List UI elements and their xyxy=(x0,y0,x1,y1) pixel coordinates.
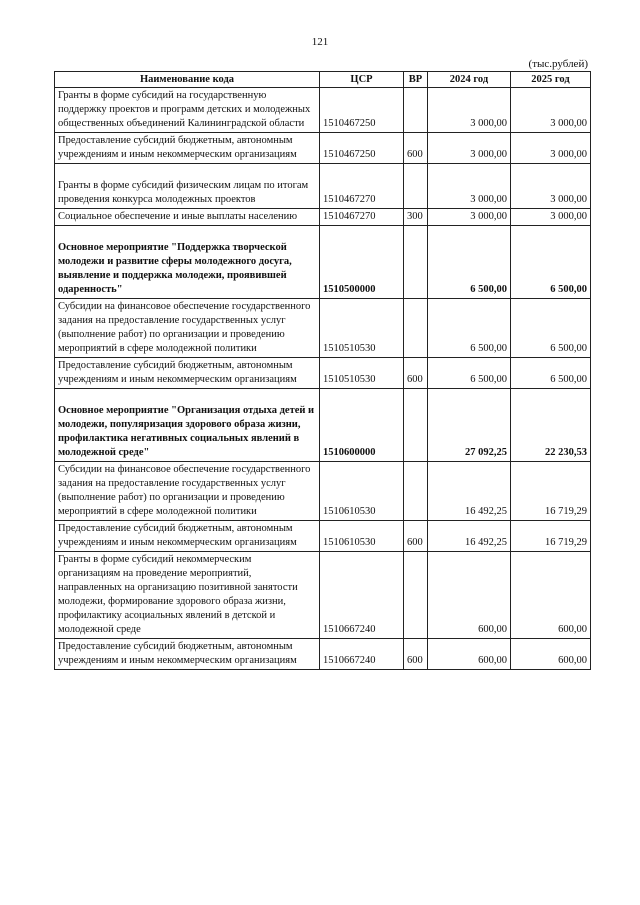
row-name xyxy=(55,552,320,639)
row-csr xyxy=(320,552,404,639)
row-2025 xyxy=(511,358,591,389)
row-2024-text: 16 492,25 xyxy=(465,506,507,517)
table-row xyxy=(55,358,591,389)
row-vr xyxy=(404,639,428,670)
row-vr xyxy=(404,552,428,639)
row-2025 xyxy=(511,133,591,164)
row-csr xyxy=(320,358,404,389)
budget-table xyxy=(54,71,591,670)
row-2024-text: 6 500,00 xyxy=(470,284,507,295)
row-csr xyxy=(320,209,404,226)
table-header-row xyxy=(55,72,591,88)
row-csr-text: 1510467250 xyxy=(323,149,376,160)
row-name xyxy=(55,358,320,389)
row-csr-text: 1510510530 xyxy=(323,343,376,354)
row-2024-text: 3 000,00 xyxy=(470,149,507,160)
row-2024 xyxy=(428,133,511,164)
row-vr xyxy=(404,521,428,552)
row-name xyxy=(55,639,320,670)
row-vr-text: 600 xyxy=(407,537,423,548)
units-label: (тыс.рублей) xyxy=(528,58,588,70)
row-2025 xyxy=(511,226,591,299)
table-row xyxy=(55,552,591,639)
row-name xyxy=(55,226,320,299)
row-name xyxy=(55,88,320,133)
table-row xyxy=(55,521,591,552)
row-csr-text: 1510610530 xyxy=(323,506,376,517)
row-2025-text: 6 500,00 xyxy=(550,374,587,385)
row-vr-text: 600 xyxy=(407,655,423,666)
row-name xyxy=(55,299,320,358)
row-2024 xyxy=(428,521,511,552)
row-vr xyxy=(404,358,428,389)
row-name xyxy=(55,389,320,462)
row-name-text: Предоставление субсидий бюджетным, автономным учреждениям и иным некоммерческим организациям xyxy=(58,135,297,160)
row-csr xyxy=(320,164,404,209)
row-name-text: Предоставление субсидий бюджетным, автономным учреждениям и иным некоммерческим организациям xyxy=(58,523,297,548)
row-2025-text: 3 000,00 xyxy=(550,118,587,129)
row-2025-text: 600,00 xyxy=(558,624,587,635)
row-csr xyxy=(320,639,404,670)
row-name-text: Гранты в форме субсидий физическим лицам по итогам проведения конкурса молодежных проектов xyxy=(58,180,309,205)
row-name xyxy=(55,209,320,226)
row-2024-text: 3 000,00 xyxy=(470,118,507,129)
row-vr xyxy=(404,226,428,299)
row-2024 xyxy=(428,462,511,521)
row-csr-text: 1510667240 xyxy=(323,655,376,666)
table-row xyxy=(55,639,591,670)
row-2025-text: 22 230,53 xyxy=(545,447,587,458)
row-2025 xyxy=(511,389,591,462)
row-2025 xyxy=(511,209,591,226)
row-csr-text: 1510467270 xyxy=(323,194,376,205)
header-vr: ВР xyxy=(404,72,428,88)
row-2025 xyxy=(511,164,591,209)
row-csr xyxy=(320,521,404,552)
table-row xyxy=(55,389,591,462)
row-2024 xyxy=(428,226,511,299)
row-csr xyxy=(320,462,404,521)
row-csr xyxy=(320,226,404,299)
row-name-text: Гранты в форме субсидий некоммерческим организациям на проведение мероприятий, направленных на организацию позитивной занятости молодежи, формирование здорового образа жизни, профилактику асоциальных явлений в детской и молодежной среде xyxy=(58,554,298,635)
row-2025-text: 6 500,00 xyxy=(550,343,587,354)
row-2024-text: 3 000,00 xyxy=(470,211,507,222)
row-2025-text: 600,00 xyxy=(558,655,587,666)
row-vr xyxy=(404,133,428,164)
row-2025 xyxy=(511,88,591,133)
row-2024-text: 6 500,00 xyxy=(470,374,507,385)
row-csr-text: 1510510530 xyxy=(323,374,376,385)
row-name xyxy=(55,164,320,209)
header-2024: 2024 год xyxy=(428,72,511,88)
header-name: Наименование кода xyxy=(55,72,320,88)
row-vr xyxy=(404,389,428,462)
row-name-text: Гранты в форме субсидий на государственную поддержку проектов и программ детских и молодежных общественных объединений Калининградской области xyxy=(58,90,311,129)
table-row xyxy=(55,133,591,164)
table-row xyxy=(55,164,591,209)
row-2024-text: 600,00 xyxy=(478,655,507,666)
table-row xyxy=(55,226,591,299)
table-row xyxy=(55,299,591,358)
row-name xyxy=(55,462,320,521)
row-name xyxy=(55,133,320,164)
row-2024-text: 3 000,00 xyxy=(470,194,507,205)
row-vr-text: 600 xyxy=(407,374,423,385)
row-2025 xyxy=(511,299,591,358)
row-2025 xyxy=(511,462,591,521)
table-row xyxy=(55,462,591,521)
row-csr-text: 1510467250 xyxy=(323,118,376,129)
row-csr-text: 1510610530 xyxy=(323,537,376,548)
row-vr xyxy=(404,209,428,226)
row-name-text: Предоставление субсидий бюджетным, автономным учреждениям и иным некоммерческим организациям xyxy=(58,360,297,385)
row-csr-text: 1510600000 xyxy=(323,447,376,458)
row-csr xyxy=(320,389,404,462)
row-name-text: Субсидии на финансовое обеспечение государственного задания на предоставление государственных услуг (выполнение работ) по организации и проведению мероприятий в сфере молодежной политики xyxy=(58,301,311,354)
table-row xyxy=(55,88,591,133)
row-2024-text: 16 492,25 xyxy=(465,537,507,548)
row-csr xyxy=(320,299,404,358)
row-2025 xyxy=(511,552,591,639)
row-2025-text: 3 000,00 xyxy=(550,149,587,160)
row-name-text: Социальное обеспечение и иные выплаты населению xyxy=(58,211,298,222)
row-vr-text: 300 xyxy=(407,211,423,222)
row-vr xyxy=(404,299,428,358)
page-number: 121 xyxy=(311,36,329,48)
row-2025-text: 6 500,00 xyxy=(550,284,587,295)
row-2025-text: 16 719,29 xyxy=(545,537,587,548)
row-2024 xyxy=(428,639,511,670)
row-2025-text: 3 000,00 xyxy=(550,194,587,205)
row-2024 xyxy=(428,209,511,226)
row-2024 xyxy=(428,164,511,209)
row-2025-text: 3 000,00 xyxy=(550,211,587,222)
row-name-text: Субсидии на финансовое обеспечение государственного задания на предоставление государственных услуг (выполнение работ) по организации и проведению мероприятий в сфере молодежной политики xyxy=(58,464,311,517)
row-vr xyxy=(404,164,428,209)
row-2025-text: 16 719,29 xyxy=(545,506,587,517)
row-2024 xyxy=(428,299,511,358)
table-row xyxy=(55,209,591,226)
row-name-text: Основное мероприятие "Организация отдыха детей и молодежи, популяризация здорового образа жизни, профилактика негативных социальных явлений в молодежной среде" xyxy=(58,405,315,458)
row-vr-text: 600 xyxy=(407,149,423,160)
header-2025: 2025 год xyxy=(511,72,591,88)
row-2025 xyxy=(511,521,591,552)
row-2024-text: 27 092,25 xyxy=(465,447,507,458)
row-name-text: Предоставление субсидий бюджетным, автономным учреждениям и иным некоммерческим организациям xyxy=(58,641,297,666)
row-name-text: Основное мероприятие "Поддержка творческой молодежи и развитие сферы молодежного досуга, выявление и поддержка молодежи, проявившей одаренность" xyxy=(58,242,292,295)
row-2024 xyxy=(428,552,511,639)
row-2024 xyxy=(428,389,511,462)
row-csr xyxy=(320,88,404,133)
row-csr-text: 1510500000 xyxy=(323,284,376,295)
row-2024-text: 6 500,00 xyxy=(470,343,507,354)
row-2024 xyxy=(428,88,511,133)
header-csr: ЦСР xyxy=(320,72,404,88)
row-csr-text: 1510467270 xyxy=(323,211,376,222)
row-name xyxy=(55,521,320,552)
row-2025 xyxy=(511,639,591,670)
row-2024 xyxy=(428,358,511,389)
row-csr-text: 1510667240 xyxy=(323,624,376,635)
row-csr xyxy=(320,133,404,164)
table-body xyxy=(55,88,591,670)
row-vr xyxy=(404,88,428,133)
row-vr xyxy=(404,462,428,521)
row-2024-text: 600,00 xyxy=(478,624,507,635)
